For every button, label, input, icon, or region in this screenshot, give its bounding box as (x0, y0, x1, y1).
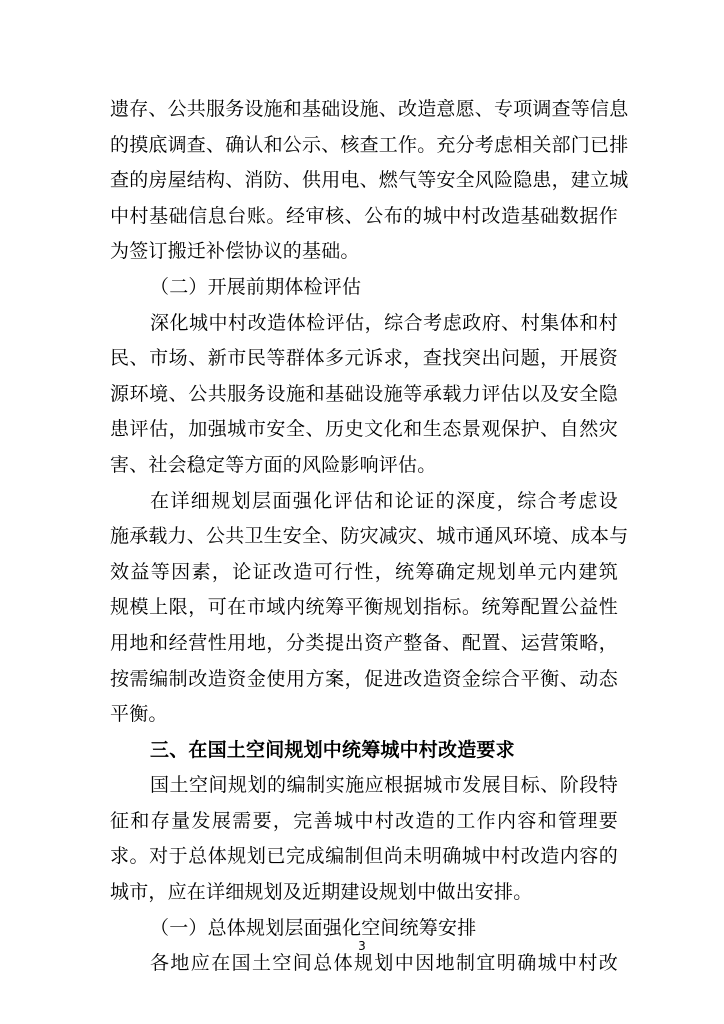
text-line: 查的房屋结构、消防、供用电、燃气等安全风险隐患，建立城 (110, 169, 629, 192)
text-line: 施承载力、公共卫生安全、防灾减灾、城市通风环境、成本与 (110, 525, 629, 548)
text-line: 效益等因素，论证改造可行性，统筹确定规划单元内建筑 (110, 560, 618, 583)
text-line: 国土空间规划的编制实施应根据城市发展目标、阶段特 (150, 774, 618, 797)
text-line: 用地和经营性用地，分类提出资产整备、配置、运营策略， (110, 631, 618, 654)
section-subheading: （一）总体规划层面强化空间统筹安排 (150, 916, 477, 939)
text-line: 在详细规划层面强化评估和论证的深度，综合考虑设 (150, 489, 618, 512)
text-line: 深化城中村改造体检评估，综合考虑政府、村集体和村 (150, 311, 618, 334)
text-line: 中村基础信息台账。经审核、公布的城中村改造基础数据作 (110, 204, 618, 227)
page-number: 3 (358, 939, 366, 953)
text-line: 各地应在国土空间总体规划中因地制宜明确城中村改 (150, 952, 618, 975)
section-subheading: （二）开展前期体检评估 (150, 275, 362, 298)
text-line: 害、社会稳定等方面的风险影响评估。 (110, 453, 437, 476)
text-line: 求。对于总体规划已完成编制但尚未明确城中村改造内容的 (110, 845, 618, 868)
text-line: 规模上限，可在市域内统筹平衡规划指标。统筹配置公益性 (110, 596, 618, 619)
text-line: 按需编制改造资金使用方案，促进改造资金综合平衡、动态 (110, 667, 618, 690)
text-line: 为签订搬迁补偿协议的基础。 (110, 240, 360, 263)
text-line: 民、市场、新市民等群体多元诉求，查找突出问题，开展资 (110, 347, 618, 370)
text-line: 城市，应在详细规划及近期建设规划中做出安排。 (110, 881, 533, 904)
text-line: 患评估，加强城市安全、历史文化和生态景观保护、自然灾 (110, 418, 618, 441)
text-line: 遗存、公共服务设施和基础设施、改造意愿、专项调查等信息 (110, 98, 629, 120)
text-line: 平衡。 (110, 703, 168, 726)
text-line: 源环境、公共服务设施和基础设施等承载力评估以及安全隐 (110, 382, 618, 405)
section-heading: 三、在国土空间规划中统筹城中村改造要求 (150, 738, 515, 761)
text-line: 的摸底调查、确认和公示、核查工作。充分考虑相关部门已排 (110, 133, 629, 156)
text-line: 征和存量发展需要，完善城中村改造的工作内容和管理要 (110, 809, 618, 832)
body-text (110, 92, 629, 982)
